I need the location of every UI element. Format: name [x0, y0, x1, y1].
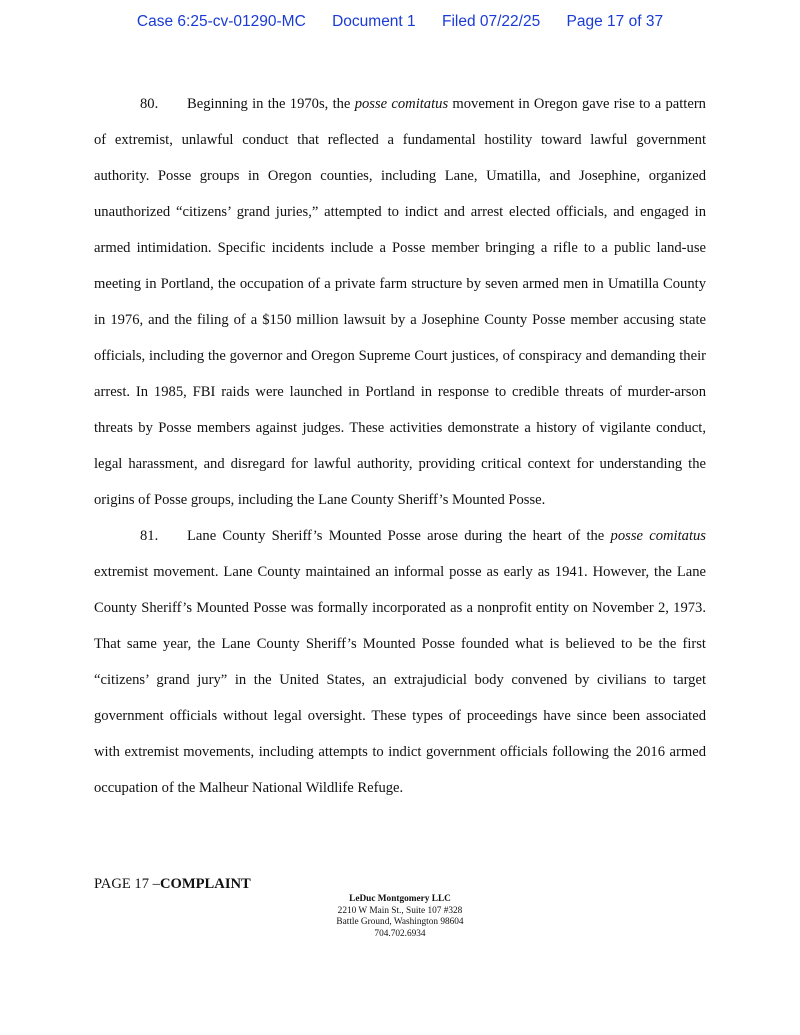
paragraph-text: Lane County Sheriff’s Mounted Posse arose during the heart of the	[187, 528, 611, 544]
paragraph-number: 80.	[140, 96, 159, 112]
law-firm-block	[250, 894, 550, 940]
paragraph-text: movement in Oregon gave rise to a pattern of extremist, unlawful conduct that reflected a fundamental hostility toward lawful government authority. Posse groups in Oregon counties, including Lane, Umatilla, and Josephine, organized unauthorized “citizens’ grand juries,” attempted to indict and arrest elected officials, and engaged in armed intimidation. Specific incidents include a Posse member bringing a rifle to a public land-use meeting in Portland, the occupation of a private farm structure by seven armed men in Umatilla County in 1976, and the filing of a $150 million lawsuit by a Josephine County Posse member accusing state officials, including the governor and Oregon Supreme Court justices, of conspiracy and demanding their arrest. In 1985, FBI raids were launched in Portland in response to credible threats of murder-arson threats by Posse members against judges. These activities demonstrate a history of vigilante conduct, legal harassment, and disregard for lawful authority, providing critical context for understanding the origins of Posse groups, including the Lane County Sheriff’s Mounted Posse.	[94, 96, 706, 508]
firm-phone: 704.702.6934	[374, 928, 426, 939]
footer-document-type: COMPLAINT	[159, 876, 251, 892]
document-number: Document 1	[332, 13, 416, 30]
italic-term: posse comitatus	[354, 96, 449, 112]
case-number: Case 6:25-cv-01290-MC	[136, 13, 306, 30]
footer-page-number: PAGE 17 –	[94, 876, 160, 892]
ecf-filing-header	[0, 13, 800, 31]
paragraph-80	[94, 86, 706, 518]
paragraph-81	[94, 518, 706, 806]
firm-address-line-2: Battle Ground, Washington 98604	[336, 917, 464, 927]
paragraph-number: 81.	[140, 528, 159, 544]
document-body	[94, 86, 706, 806]
filed-date: Filed 07/22/25	[441, 13, 541, 30]
paragraph-text: extremist movement. Lane County maintained an informal posse as early as 1941. However, the Lane County Sheriff’s Mounted Posse was formally incorporated as a nonprofit entity on November 2, 1973. That same year, the Lane County Sheriff’s Mounted Posse founded what is believed to be the first “citizens’ grand jury” in the United States, an extrajudicial body convened by civilians to target government officials without legal oversight. These types of proceedings have since been associated with extremist movements, including attempts to indict government officials following the 2016 armed occupation of the Malheur National Wildlife Refuge.	[94, 564, 706, 796]
firm-address-line-1: 2210 W Main St., Suite 107 #328	[337, 905, 463, 916]
paragraph-text: Beginning in the 1970s, the	[187, 96, 355, 112]
page-indicator: Page 17 of 37	[566, 13, 664, 30]
italic-term: posse comitatus	[610, 528, 706, 544]
page-footer-label	[94, 876, 251, 893]
firm-name: LeDuc Montgomery LLC	[349, 894, 451, 904]
